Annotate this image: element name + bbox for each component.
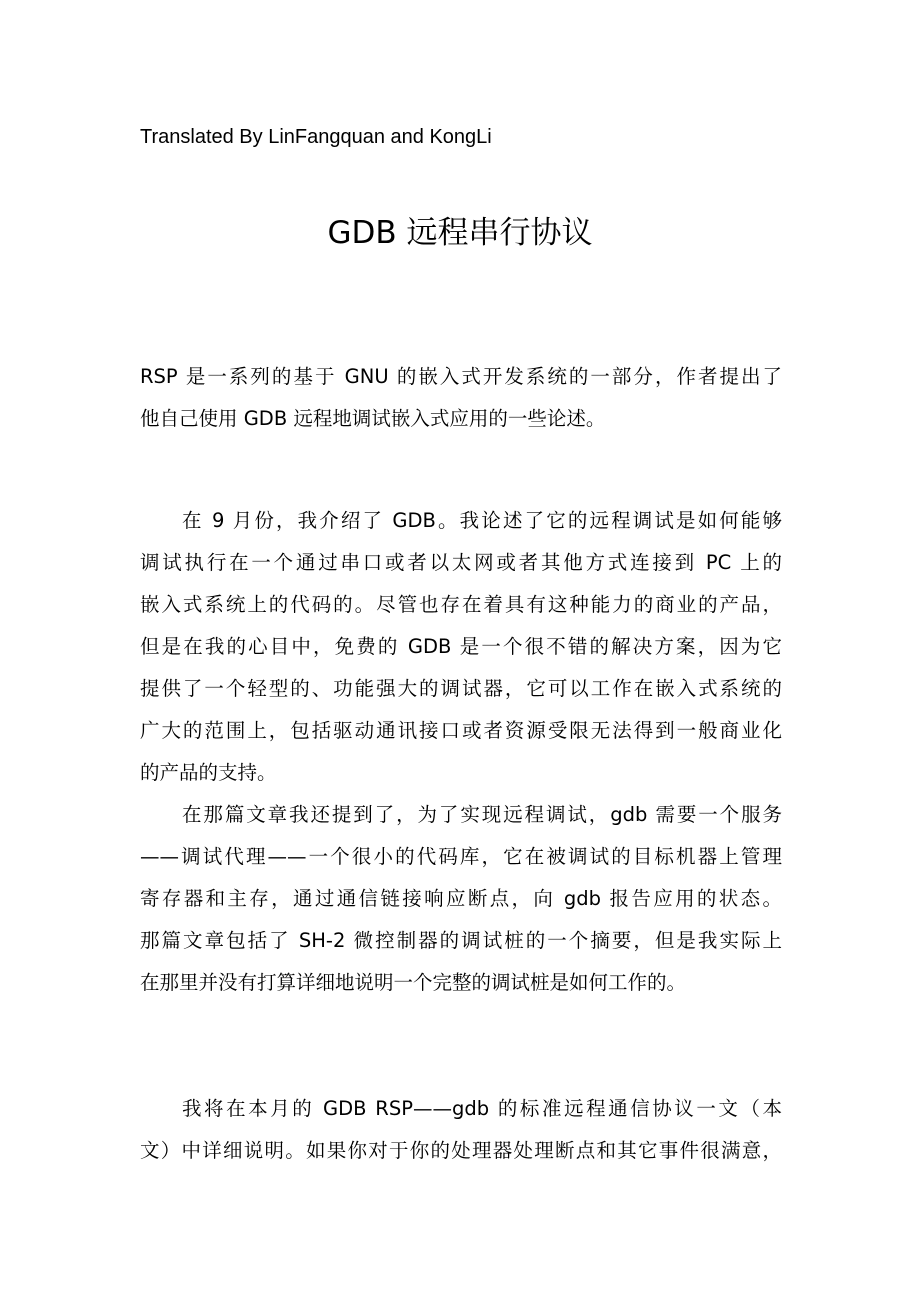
text-line: 但是在我的心目中，免费的 GDB 是一个很不错的解决方案，因为它 xyxy=(140,635,782,658)
paragraph-debug-stub xyxy=(140,794,782,1004)
text-line: RSP 是一系列的基于 GNU 的嵌入式开发系统的一部分，作者提出了 xyxy=(140,365,782,388)
paragraph-this-article xyxy=(140,1088,782,1172)
translator-credit: Translated By LinFangquan and KongLi xyxy=(140,126,492,148)
text-line: 广大的范围上，包括驱动通讯接口或者资源受限无法得到一般商业化 xyxy=(140,719,782,742)
document-title: GDB 远程串行协议 xyxy=(327,215,593,251)
text-line: ——调试代理——一个很小的代码库，它在被调试的目标机器上管理 xyxy=(140,845,782,868)
text-line: 提供了一个轻型的、功能强大的调试器，它可以工作在嵌入式系统的 xyxy=(140,677,782,700)
text-line: 在 9 月份，我介绍了 GDB。我论述了它的远程调试是如何能够 xyxy=(182,509,782,532)
text-line: 嵌入式系统上的代码的。尽管也存在着具有这种能力的商业的产品， xyxy=(140,593,782,616)
text-line: 寄存器和主存，通过通信链接响应断点，向 gdb 报告应用的状态。 xyxy=(140,887,782,910)
text-line: 他自己使用 GDB 远程地调试嵌入式应用的一些论述。 xyxy=(140,407,606,430)
paragraph-background xyxy=(140,500,782,794)
paragraph-intro xyxy=(140,356,782,440)
text-line: 我将在本月的 GDB RSP——gdb 的标准远程通信协议一文（本 xyxy=(182,1097,782,1120)
text-line: 在那里并没有打算详细地说明一个完整的调试桩是如何工作的。 xyxy=(140,971,687,994)
text-line: 那篇文章包括了 SH-2 微控制器的调试桩的一个摘要，但是我实际上 xyxy=(140,929,782,952)
text-line: 的产品的支持。 xyxy=(140,761,277,784)
text-line: 文）中详细说明。如果你对于你的处理器处理断点和其它事件很满意， xyxy=(140,1139,782,1162)
text-line: 在那篇文章我还提到了，为了实现远程调试，gdb 需要一个服务 xyxy=(182,803,782,826)
text-line: 调试执行在一个通过串口或者以太网或者其他方式连接到 PC 上的 xyxy=(140,551,782,574)
